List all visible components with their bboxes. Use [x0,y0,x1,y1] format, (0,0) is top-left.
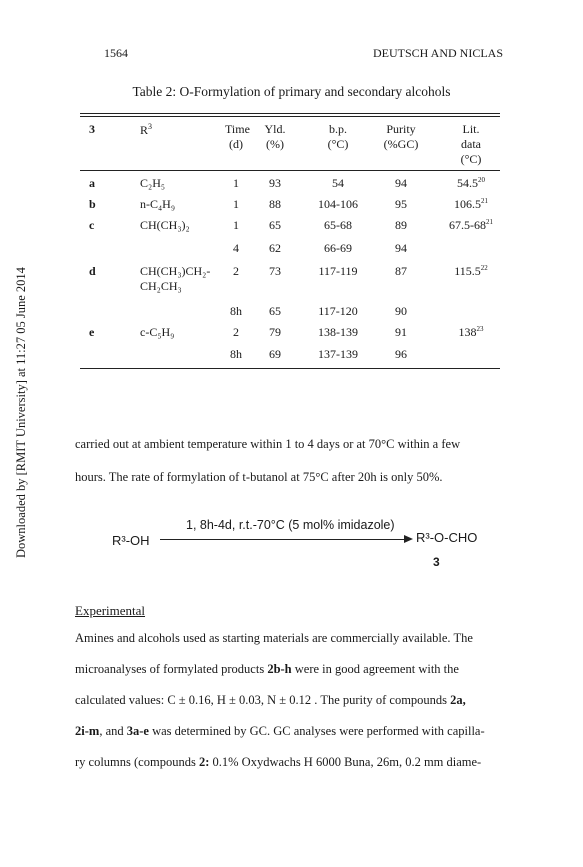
row-yld: 88 [269,197,281,211]
row-time: 1 [233,197,239,211]
reaction-arrow [160,539,410,540]
body-line: Amines and alcohols used as starting materials are commercially available. The [75,631,473,645]
row-key: d [89,264,96,278]
row-purity: 89 [395,218,407,232]
row-bp: 104-106 [318,197,358,211]
table-bottom-rule [80,368,500,369]
table-header-row-3 [80,152,500,168]
header-r: $R^3$ [140,122,153,137]
table-header-row [80,122,500,138]
row-lit: 106.5$^{21}$ [454,197,488,211]
row-r: CH(CH₃)₂ [140,218,190,232]
row-yld: 79 [269,325,281,339]
row-key: a [89,176,95,190]
row-key: b [89,197,96,211]
table-row [80,347,500,363]
row-r: CH(CH₃)CH₂- [140,264,211,278]
table-row [80,264,500,280]
header-purity-unit: (%GC) [383,137,419,151]
table-top-rule-2 [80,116,500,117]
scheme-product: R³-O-CHO [416,530,478,545]
row-r: n-C₄H₉ [140,197,176,211]
row-purity: 90 [395,304,407,318]
download-watermark: Downloaded by [RMIT University] at 11:27 05 June 2014 [14,267,28,558]
row-r: C₂H₅ [140,176,166,190]
row-time: 1 [233,176,239,190]
row-yld: 73 [269,264,281,278]
row-yld: 65 [269,304,281,318]
scheme-reactant: R³-OH [112,533,150,548]
header-lit: Lit. [462,122,480,136]
row-purity: 87 [395,264,407,278]
row-key: e [89,325,95,339]
row-time: 2 [233,325,239,339]
header-yld: Yld. [264,122,286,136]
body-line: hours. The rate of formylation of t-butanol at 75°C after 20h is only 50%. [75,470,443,484]
table-row [80,304,500,320]
row-key: c [89,218,95,232]
table-row [80,325,500,341]
table-top-rule [80,113,500,114]
row-purity: 91 [395,325,407,339]
table-row [80,218,500,234]
body-line: microanalyses of formylated products 2b-h were in good agreement with the [75,662,459,676]
body-line: carried out at ambient temperature within 1 to 4 days or at 70°C within a few [75,437,461,451]
scheme-conditions: 1, 8h-4d, r.t.-70°C (5 mol% imidazole) [186,518,395,532]
row-purity: 94 [395,241,407,255]
section-heading: Experimental [75,603,146,618]
running-head: DEUTSCH AND NICLAS [372,46,503,60]
table-header-row-2 [80,137,500,153]
header-bp: b.p. [329,122,347,136]
row-lit: 54.5$^{20}$ [457,176,485,190]
header-yld-unit: (%) [266,137,284,151]
row-yld: 93 [269,176,281,190]
body-line: calculated values: C ± 0.16, H ± 0.03, N ± 0.12 . The purity of compounds 2a, [75,693,466,707]
table-header-rule [80,170,500,171]
row-yld: 62 [269,241,281,255]
row-r-continued: CH₂CH₃ [140,279,182,293]
row-bp: 138-139 [318,325,358,339]
row-time: 2 [233,264,239,278]
row-bp: 137-139 [318,347,358,361]
row-lit: $138^{23}$ [458,325,484,339]
row-bp: 66-69 [324,241,352,255]
body-line: 2i-m, and 3a-e was determined by GC. GC analyses were performed with capilla- [75,724,485,738]
table-caption: Table 2: O-Formylation of primary and secondary alcohols [132,84,451,99]
row-r: c-C₅H₉ [140,325,175,339]
row-lit: $67.5-68^{21}$ [449,218,493,232]
scheme-product-number: 3 [433,555,440,569]
row-lit: 115.5$^{22}$ [454,264,488,278]
row-bp: 65-68 [324,218,352,232]
row-bp: 117-120 [318,304,358,318]
body-line: ry columns (compounds 2: 0.1% Oxydwachs H 6000 Buna, 26m, 0.2 mm diame- [75,755,482,769]
header-key: 3 [89,122,95,136]
row-purity: 94 [395,176,407,190]
arrow-head-icon [404,535,413,543]
row-yld: 65 [269,218,281,232]
table-row [80,176,500,192]
row-time: 8h [230,347,242,361]
header-purity: Purity [386,122,416,136]
row-time: 1 [233,218,239,232]
row-bp: 54 [332,176,344,190]
header-time: Time [225,122,250,136]
row-purity: 95 [395,197,407,211]
row-time: 4 [233,241,239,255]
table-row-continuation [80,279,500,295]
page-number: 1564 [104,46,128,60]
row-purity: 96 [395,347,407,361]
header-time-unit: (d) [229,137,243,151]
table-row [80,197,500,213]
row-yld: 69 [269,347,281,361]
header-lit-data: data [461,137,481,151]
table-row [80,241,500,257]
row-time: 8h [230,304,242,318]
header-lit-unit: (°C) [460,152,482,166]
row-bp: 117-119 [318,264,358,278]
header-bp-unit: (°C) [327,137,349,151]
